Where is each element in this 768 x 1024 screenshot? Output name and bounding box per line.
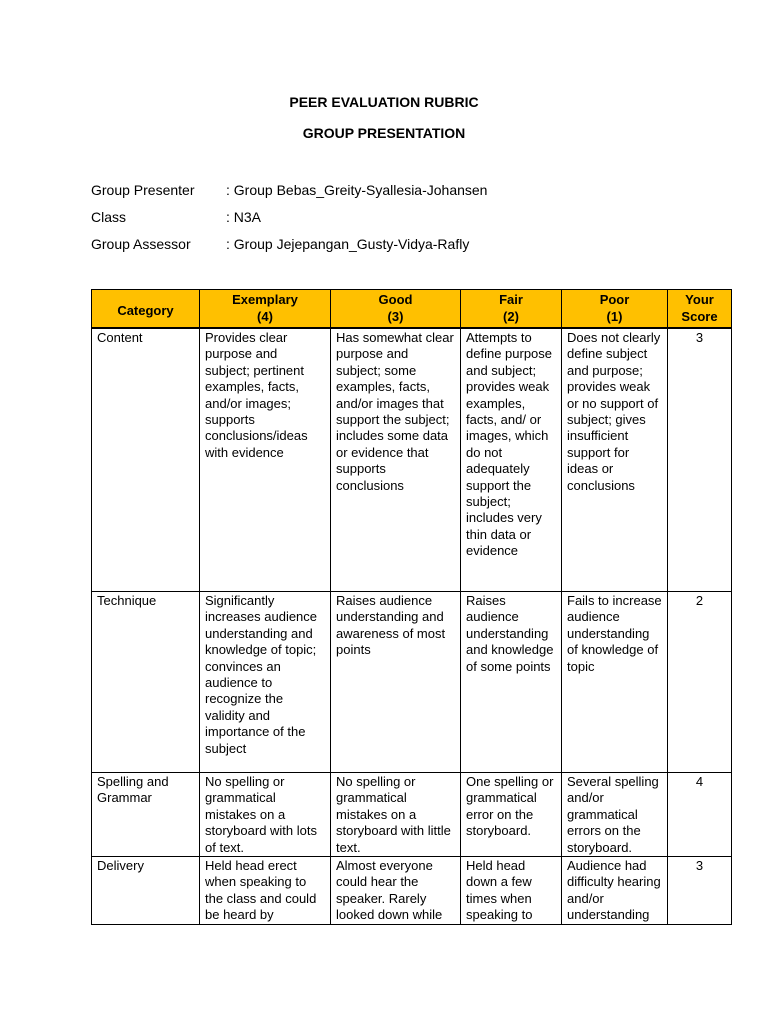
header-score-line2: Score: [681, 308, 718, 324]
poor-cell: Audience had difficulty hearing and/or understanding: [562, 857, 668, 925]
score-cell: 3: [668, 857, 732, 925]
table-row: [92, 592, 732, 773]
header-exemplary: [200, 290, 331, 329]
class-value: : N3A: [226, 209, 262, 225]
good-cell: Almost everyone could hear the speaker. Rarely looked down while: [331, 857, 461, 925]
document-title: PEER EVALUATION RUBRIC: [289, 94, 479, 110]
header-poor-label: Poor: [599, 292, 630, 308]
poor-cell: Does not clearly define subject and purpose; provides weak or no support of subject; gives insufficient support for ideas or conclusions: [562, 328, 668, 592]
table-row: [92, 328, 732, 592]
category-cell: Spelling and Grammar: [92, 773, 200, 857]
header-good: [331, 290, 461, 329]
class-label: Class: [91, 209, 127, 225]
fair-cell: Raises audience understanding and knowledge of some points: [461, 592, 562, 773]
category-cell: Delivery: [92, 857, 200, 925]
table-row: [92, 857, 732, 925]
poor-cell: Several spelling and/or grammatical errors on the storyboard.: [562, 773, 668, 857]
header-your-score: [668, 290, 732, 329]
good-cell: No spelling or grammatical mistakes on a storyboard with little text.: [331, 773, 461, 857]
presenter-label: Group Presenter: [91, 182, 195, 198]
header-good-label: Good: [378, 292, 413, 308]
presenter-value: : Group Bebas_Greity-Syallesia-Johansen: [226, 182, 488, 198]
category-cell: Content: [92, 328, 200, 592]
header-fair-label: Fair: [499, 292, 523, 308]
header-category: Category: [92, 290, 200, 329]
assessor-value: : Group Jejepangan_Gusty-Vidya-Rafly: [226, 236, 470, 252]
fair-cell: Held head down a few times when speaking to: [461, 857, 562, 925]
score-cell: 2: [668, 592, 732, 773]
table-header-row: [92, 290, 732, 329]
exemplary-cell: No spelling or grammatical mistakes on a storyboard with lots of text.: [200, 773, 331, 857]
fair-cell: Attempts to define purpose and subject; provides weak examples, facts, and/ or images, which do not adequately support the subject; includes very thin data or evidence: [461, 328, 562, 592]
rubric-table: [91, 289, 732, 925]
header-poor-points: (1): [606, 308, 623, 324]
header-poor: [562, 290, 668, 329]
header-score-line1: Your: [685, 292, 714, 308]
table-row: [92, 773, 732, 857]
score-cell: 4: [668, 773, 732, 857]
header-exemplary-points: (4): [257, 308, 273, 324]
assessor-label: Group Assessor: [91, 236, 191, 252]
good-cell: Has somewhat clear purpose and subject; some examples, facts, and/or images that support the subject; includes some data or evidence that supports conclusions: [331, 328, 461, 592]
document-subtitle: GROUP PRESENTATION: [302, 125, 466, 141]
score-cell: 3: [668, 328, 732, 592]
fair-cell: One spelling or grammatical error on the storyboard.: [461, 773, 562, 857]
exemplary-cell: Significantly increases audience understanding and knowledge of topic; convinces an audience to recognize the validity and importance of the subject: [200, 592, 331, 773]
header-fair: [461, 290, 562, 329]
header-fair-points: (2): [503, 308, 519, 324]
category-cell: Technique: [92, 592, 200, 773]
header-good-points: (3): [387, 308, 404, 324]
exemplary-cell: Provides clear purpose and subject; pertinent examples, facts, and/or images; supports conclusions/ideas with evidence: [200, 328, 331, 592]
poor-cell: Fails to increase audience understanding of knowledge of topic: [562, 592, 668, 773]
header-exemplary-label: Exemplary: [232, 292, 298, 308]
exemplary-cell: Held head erect when speaking to the class and could be heard by: [200, 857, 331, 925]
good-cell: Raises audience understanding and awareness of most points: [331, 592, 461, 773]
